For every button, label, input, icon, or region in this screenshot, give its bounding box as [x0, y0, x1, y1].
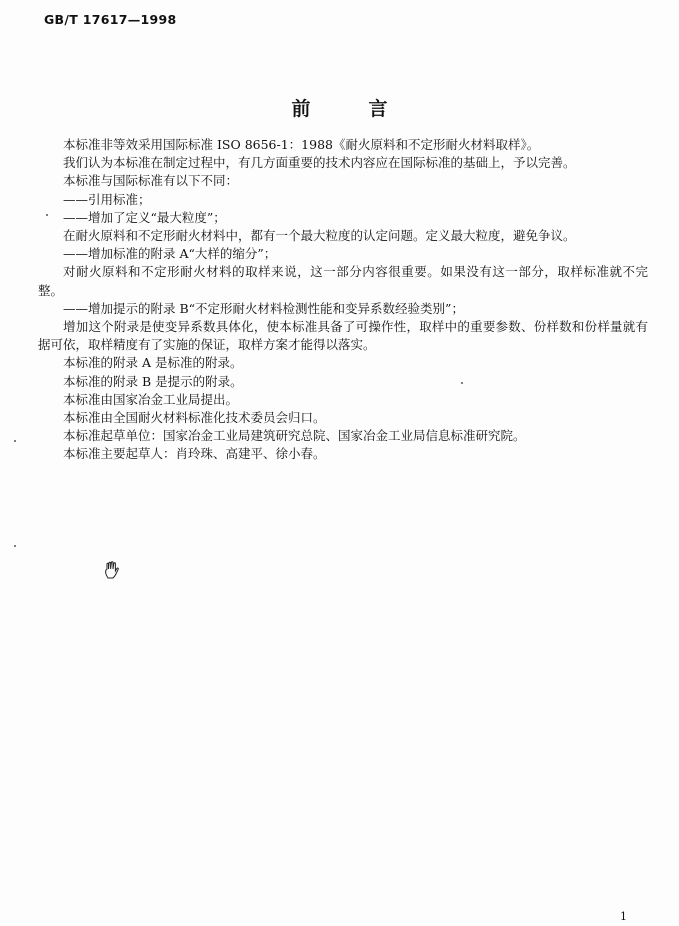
- list-item-references: ——引用标准；: [63, 191, 151, 207]
- paragraph-centralized-by: 本标准由全国耐火材料标准化技术委员会归口。: [63, 410, 326, 426]
- foreword-body: [38, 136, 648, 464]
- title-char-2: 言: [368, 98, 388, 120]
- list-item-appendix-a: ——增加标准的附录 A“大样的缩分”；: [63, 246, 277, 262]
- scan-speck: [14, 440, 16, 442]
- paragraph-appendix-a-normative: 本标准的附录 A 是标准的附录。: [63, 355, 243, 371]
- paragraph-drafters: 本标准主要起草人：肖玲珠、高建平、徐小春。: [63, 446, 326, 462]
- paragraph-drafting-units: 本标准起草单位：国家冶金工业局建筑研究总院、国家冶金工业局信息标准研究院。: [63, 428, 526, 444]
- page-number: 1: [620, 910, 627, 923]
- list-item-definition: ——增加了定义“最大粒度”；: [63, 209, 226, 225]
- list-item-appendix-b: ——增加提示的附录 B“不定形耐火材料检测性能和变异系数经验类别”；: [63, 300, 464, 316]
- standard-code: GB/T 17617—1998: [44, 12, 177, 27]
- paragraph-adoption: 本标准非等效采用国际标准 ISO 8656-1：1988《耐火原料和不定形耐火材料取样》。: [63, 137, 540, 152]
- scan-speck: [461, 382, 463, 384]
- paragraph-max-size: 在耐火原料和不定形耐火材料中，都有一个最大粒度的认定问题。定义最大粒度，避免争议。: [63, 228, 576, 244]
- paragraph-variation: 增加这个附录是使变异系数具体化，使本标准具备了可操作性，取样中的重要参数、份样数和份样量就有据可依，取样精度有了实施的保证，取样方案才能得以落实。: [38, 319, 648, 353]
- page-title: [0, 94, 679, 121]
- scan-speck: [14, 545, 16, 547]
- paragraph-sampling: 对耐火原料和不定形耐火材料的取样来说，这一部分内容很重要。如果没有这一部分，取样标准就不完整。: [38, 264, 648, 298]
- paragraph-proposed-by: 本标准由国家冶金工业局提出。: [63, 391, 239, 407]
- paragraph-appendix-b-informative: 本标准的附录 B 是提示的附录。: [63, 373, 243, 389]
- hand-stamp-icon: [103, 560, 121, 580]
- title-char-1: 前: [291, 98, 311, 120]
- scan-speck: [46, 214, 48, 216]
- paragraph-improvement: 我们认为本标准在制定过程中，有几方面重要的技术内容应在国际标准的基础上，予以完善。: [63, 155, 576, 171]
- paragraph-differences: 本标准与国际标准有以下不同：: [63, 173, 239, 189]
